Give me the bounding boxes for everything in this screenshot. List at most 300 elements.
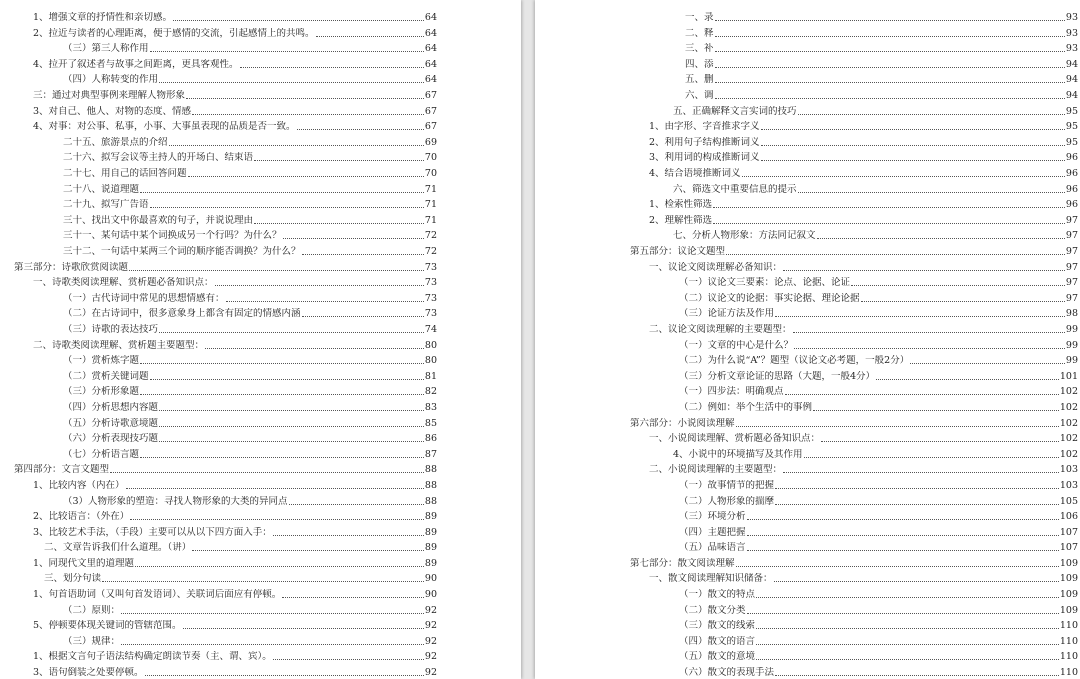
toc-page-number: 64 [424,58,437,70]
toc-page-number: 89 [424,511,437,523]
toc-entry-title: （一）四步法：明确观点 [679,386,784,398]
dot-leader [240,67,424,68]
toc-page-number: 97 [1065,261,1078,273]
dot-leader [192,550,424,551]
dot-leader [804,457,1059,458]
toc-entry-title: 二、小说阅读理解的主要题型： [649,464,783,476]
toc-entry-title: （四）散文的语言 [679,635,756,647]
toc-page-number: 105 [1059,495,1078,507]
toc-entry-title: 一、小说阅读理解、赏析题必备知识点： [649,433,821,445]
toc-entry[interactable] [14,476,437,492]
toc-entry-title: （一）赏析炼字题 [63,355,140,367]
dot-leader [186,98,424,99]
dot-leader [747,550,1059,551]
toc-page-number: 97 [1065,246,1078,257]
toc-entry[interactable] [630,617,1078,633]
dot-leader [747,613,1059,614]
toc-entry[interactable] [630,242,1078,258]
dot-leader [715,20,1065,21]
dot-leader [159,441,424,442]
toc-entry[interactable] [630,289,1078,305]
toc-entry[interactable] [14,102,437,118]
toc-entry[interactable] [630,71,1078,87]
toc-entry-title: 一、诗歌类阅读理解、赏析题必备知识点： [33,277,214,289]
toc-entry-title: 二、诗歌类阅读理解、赏析题主要题型： [33,339,205,351]
toc-entry-title: （三）第三人称作用 [63,43,149,55]
toc-page-number: 92 [424,604,437,616]
toc-entry-title: 2、理解性筛选 [649,214,713,226]
dot-leader [775,504,1059,505]
toc-entry-title: 4、拉开了叙述者与故事之间距离，更具客观性。 [33,58,239,70]
toc-entry[interactable] [630,274,1078,290]
dot-leader [821,441,1059,442]
toc-page-number: 102 [1059,448,1078,460]
toc-page-number: 73 [424,308,437,320]
toc-page-number: 70 [424,168,437,180]
dot-leader [302,254,424,255]
dot-leader [129,270,424,271]
toc-page-number: 90 [424,573,437,585]
toc-entry[interactable] [630,492,1078,508]
toc-page-number: 103 [1059,479,1078,491]
toc-entry-title: 4、结合语境推断词义 [649,168,741,180]
toc-entry[interactable] [630,367,1078,383]
toc-entry-title: 三、补 [685,43,714,55]
toc-entry[interactable] [14,227,437,243]
toc-entry[interactable] [630,430,1078,446]
toc-entry-title: （二）为什么说“A”？题型（议论文必考题，一般2分） [679,355,910,367]
toc-entry-title: 二十六、拟写会议等主持人的开场白、结束语 [63,152,254,164]
dot-leader [273,535,424,536]
dot-leader [756,597,1059,598]
dot-leader [761,145,1065,146]
toc-entry-title: 二、议论文阅读理解的主要题型： [649,323,792,335]
toc-entry[interactable] [630,9,1078,25]
toc-entry[interactable] [630,461,1078,477]
dot-leader [150,207,424,208]
toc-page-number: 88 [424,495,437,507]
toc-entry[interactable] [14,211,437,227]
toc-entry-title: 五、删 [685,74,714,86]
toc-entry-title: （四）分析思想内容题 [63,401,159,413]
toc-entry[interactable] [14,180,437,196]
right-table-of-contents [630,9,1078,679]
toc-page-number: 89 [424,557,437,569]
toc-page-number: 109 [1059,557,1078,569]
toc-entry[interactable] [14,55,437,71]
toc-entry[interactable] [14,539,437,555]
dot-leader [756,659,1059,660]
toc-entry[interactable] [630,118,1078,134]
toc-entry[interactable] [14,149,437,165]
dot-leader [254,160,424,161]
toc-page-number: 64 [424,27,437,39]
toc-entry-title: 4、对事：对公事、私事，小事、大事虽表现的品质是否一致。 [33,121,296,133]
toc-entry[interactable] [14,414,437,430]
toc-page-number: 80 [424,339,437,351]
toc-entry-title: 3、对自己、他人、对物的态度、情感 [33,105,192,117]
dot-leader [813,410,1059,411]
toc-entry[interactable] [14,461,437,477]
toc-entry-title: （3）人物形象的塑造：寻找人物形象的大类的异同点 [63,495,288,507]
toc-entry[interactable] [630,523,1078,539]
toc-page-number: 81 [424,370,437,382]
dot-leader [110,472,424,473]
dot-leader [159,426,424,427]
toc-page-number: 67 [424,90,437,102]
dot-leader [794,348,1065,349]
toc-page-number: 95 [1065,105,1078,117]
toc-page-number: 94 [1065,90,1078,102]
dot-leader [742,176,1065,177]
dot-leader [282,597,424,598]
toc-page-number: 88 [424,479,437,491]
toc-entry-title: 六、筛选文中重要信息的提示 [673,183,797,195]
toc-entry[interactable] [14,71,437,87]
toc-entry-title: （五）散文的意境 [679,651,756,663]
toc-entry[interactable] [14,617,437,633]
toc-page-number: 109 [1059,604,1078,616]
toc-entry-title: 二、释 [685,27,714,39]
toc-entry-title: 第三部分：诗歌欣赏阅读题 [14,261,129,273]
toc-page-number: 106 [1059,511,1078,523]
toc-entry[interactable] [14,305,437,321]
toc-entry[interactable] [630,601,1078,617]
toc-page-number: 92 [424,620,437,632]
toc-entry-title: 五、正确解释文言实词的技巧 [673,105,797,117]
toc-entry[interactable] [14,133,437,149]
toc-entry[interactable] [14,289,437,305]
toc-page-number: 93 [1065,12,1078,24]
toc-page-number: 85 [424,417,437,429]
toc-entry[interactable] [630,632,1078,648]
toc-entry-title: 4、小说中的环境描写及其作用 [673,448,803,460]
dot-leader [126,488,424,489]
toc-page-number: 92 [424,667,437,679]
toc-page-number: 64 [424,12,437,24]
toc-page-number: 110 [1059,651,1078,663]
dot-leader [297,129,424,130]
toc-page-number: 69 [424,136,437,148]
toc-page-number: 88 [424,464,437,476]
toc-entry[interactable] [14,445,437,461]
toc-entry-title: 三十二、一句话中某两三个词的顺序能否调换？为什么？ [63,246,301,257]
toc-entry-title: 三十一、某句话中某个词换成另一个行吗？为什么？ [63,230,282,242]
dot-leader [205,348,424,349]
toc-entry-title: 一、散文阅读理解知识储备： [649,573,773,585]
toc-entry[interactable] [630,320,1078,336]
toc-entry-title: 三十、找出文中你最喜欢的句子，并说说理由 [63,214,254,226]
toc-entry[interactable] [14,430,437,446]
toc-entry-title: 1、根据文言句子语法结构确定朗读节奏（主、谓、宾）。 [33,651,272,663]
toc-entry[interactable] [630,258,1078,274]
toc-entry[interactable] [14,336,437,352]
dot-leader [302,316,424,317]
toc-entry-title: （一）议论文三要素：论点、论据、论证 [679,277,851,289]
dot-leader [713,207,1065,208]
dot-leader [135,566,424,567]
dot-leader [140,394,424,395]
toc-entry[interactable] [14,508,437,524]
toc-page-number: 110 [1059,620,1078,632]
toc-entry-title: 5、停顿要体现关键词的管辖范围。 [33,620,182,632]
toc-entry[interactable] [14,585,437,601]
toc-entry[interactable] [14,367,437,383]
toc-page-number: 102 [1059,401,1078,413]
toc-entry-title: 二十七、用自己的话回答问题 [63,168,187,180]
dot-leader [726,254,1065,255]
toc-entry[interactable] [14,383,437,399]
toc-entry[interactable] [14,570,437,586]
dot-leader [316,36,424,37]
toc-entry-title: （二）原则： [63,604,121,616]
toc-entry[interactable] [14,352,437,368]
dot-leader [289,504,424,505]
toc-page-number: 97 [1065,292,1078,304]
toc-entry[interactable] [630,336,1078,352]
toc-page-number: 95 [1065,121,1078,133]
toc-entry-title: （二）例如：举个生活中的事例 [679,401,813,413]
toc-entry[interactable] [630,352,1078,368]
toc-page-number: 73 [424,261,437,273]
dot-leader [715,51,1065,52]
dot-leader [910,363,1065,364]
toc-entry[interactable] [14,86,437,102]
toc-page-number: 67 [424,121,437,133]
toc-entry[interactable] [14,601,437,617]
toc-entry[interactable] [630,414,1078,430]
toc-entry[interactable] [630,211,1078,227]
toc-page-number: 107 [1059,526,1078,538]
toc-entry[interactable] [630,476,1078,492]
toc-page-number: 95 [1065,136,1078,148]
toc-entry-title: 二十五、旅游景点的介绍 [63,136,168,148]
toc-entry[interactable] [630,383,1078,399]
toc-entry[interactable] [14,274,437,290]
toc-entry-title: （二）赏析关键词题 [63,370,149,382]
dot-leader [140,192,424,193]
dot-leader [747,535,1059,536]
dot-leader [173,20,424,21]
toc-page-number: 73 [424,277,437,289]
toc-entry[interactable] [630,585,1078,601]
dot-leader [775,316,1065,317]
toc-entry[interactable] [630,554,1078,570]
toc-page-number: 102 [1059,386,1078,398]
dot-leader [159,410,424,411]
toc-entry[interactable] [630,102,1078,118]
toc-entry[interactable] [14,492,437,508]
toc-page-number: 74 [424,323,437,335]
toc-page-number: 96 [1065,168,1078,180]
toc-entry-title: （三）分析文章论证的思路（大题，一般4分） [679,370,876,382]
toc-entry[interactable] [14,9,437,25]
toc-entry[interactable] [14,118,437,134]
dot-leader [736,566,1059,567]
toc-page-number: 96 [1065,183,1078,195]
dot-leader [150,379,424,380]
toc-page-number: 71 [424,199,437,211]
toc-entry-title: （六）散文的表现手法 [679,667,775,679]
toc-entry-title: 三、划分句读 [44,573,102,585]
toc-entry[interactable] [14,258,437,274]
dot-leader [254,223,424,224]
toc-entry-title: （五）品味语言 [679,542,746,554]
toc-entry-title: （二）议论文的论据：事实论据、理论论据 [679,292,860,304]
toc-page-number: 97 [1065,230,1078,242]
toc-entry-title: 二十九、拟写广告语 [63,199,149,211]
toc-entry[interactable] [630,508,1078,524]
toc-entry[interactable] [14,523,437,539]
toc-page-number: 80 [424,355,437,367]
dot-leader [861,301,1065,302]
dot-leader [783,270,1065,271]
toc-entry[interactable] [630,445,1078,461]
toc-entry-title: （一）文章的中心是什么？ [679,339,794,351]
dot-leader [756,644,1059,645]
dot-leader [785,394,1059,395]
dot-leader [775,488,1059,489]
toc-entry[interactable] [14,320,437,336]
dot-leader [774,581,1059,582]
toc-entry-title: （三）规律： [63,635,121,647]
toc-entry[interactable] [630,663,1078,679]
dot-leader [851,285,1065,286]
dot-leader [798,192,1065,193]
toc-page-number: 102 [1059,433,1078,445]
toc-entry[interactable] [630,398,1078,414]
toc-entry[interactable] [14,632,437,648]
toc-page-number: 107 [1059,542,1078,554]
dot-leader [761,160,1065,161]
dot-leader [876,379,1059,380]
toc-entry[interactable] [630,55,1078,71]
toc-entry[interactable] [630,305,1078,321]
toc-entry[interactable] [630,24,1078,40]
dot-leader [121,613,424,614]
left-table-of-contents [14,9,437,679]
toc-page-number: 70 [424,152,437,164]
dot-leader [159,82,424,83]
toc-page-number: 97 [1065,277,1078,289]
toc-entry[interactable] [14,24,437,40]
toc-page-number: 64 [424,74,437,86]
toc-entry[interactable] [630,40,1078,56]
toc-entry-title: 第四部分：文言文题型 [14,464,110,476]
toc-entry-title: （一）故事情节的把握 [679,479,775,491]
dot-leader [715,67,1065,68]
toc-page-number: 83 [424,401,437,413]
toc-entry-title: 3、比较艺术手法，（手段）主要可以从以下四方面入手： [33,526,272,538]
toc-entry-title: 1、由字形、字音推求字义 [649,121,760,133]
toc-entry-title: 1、比较内容（内在） [33,479,125,491]
toc-entry-title: 第五部分：议论文题型 [630,246,726,257]
toc-page-number: 89 [424,526,437,538]
toc-entry[interactable] [14,398,437,414]
dot-leader [215,285,424,286]
toc-entry-title: （五）分析诗歌意境题 [63,417,159,429]
dot-leader [150,51,424,52]
toc-entry[interactable] [630,180,1078,196]
toc-page-number: 72 [424,230,437,242]
dot-leader [783,472,1059,473]
dot-leader [798,114,1065,115]
toc-entry[interactable] [14,242,437,258]
toc-page-number: 110 [1059,667,1078,679]
toc-entry-title: （四）主题把握 [679,526,746,538]
toc-page-number: 109 [1059,573,1078,585]
toc-entry[interactable] [14,164,437,180]
toc-entry[interactable] [630,227,1078,243]
toc-entry[interactable] [630,164,1078,180]
toc-page-number: 64 [424,43,437,55]
dot-leader [793,332,1065,333]
toc-page-number: 89 [424,542,437,554]
toc-entry[interactable] [14,648,437,664]
toc-entry[interactable] [630,648,1078,664]
toc-entry[interactable] [630,570,1078,586]
dot-leader [145,675,424,676]
toc-page-number: 93 [1065,27,1078,39]
toc-entry[interactable] [14,554,437,570]
dot-leader [188,176,424,177]
toc-entry-title: 2、拉近与读者的心理距离，便于感情的交流，引起感情上的共鸣。 [33,27,315,39]
toc-entry[interactable] [630,133,1078,149]
dot-leader [130,519,424,520]
dot-leader [140,363,424,364]
dot-leader [736,426,1059,427]
toc-page-number: 99 [1065,339,1078,351]
toc-page-number: 92 [424,651,437,663]
dot-leader [121,644,424,645]
toc-entry-title: 3、利用词的构成推断词义 [649,152,760,164]
toc-page-number: 101 [1059,370,1078,382]
dot-leader [775,675,1059,676]
toc-page-number: 96 [1065,152,1078,164]
toc-entry-title: 六、调 [685,90,714,102]
toc-entry-title: 第七部分：散文阅读理解 [630,557,735,569]
toc-entry[interactable] [14,663,437,679]
dot-leader [102,581,424,582]
toc-entry-title: 2、比较语言：（外在） [33,511,130,523]
toc-entry-title: 1、同现代文里的道理题 [33,557,135,569]
toc-entry-title: 3、语句倒装之处要停顿。 [33,667,144,679]
toc-entry-title: 一、录 [685,12,714,24]
toc-entry[interactable] [630,196,1078,212]
dot-leader [159,332,424,333]
toc-entry-title: （三）分析形象题 [63,386,140,398]
toc-entry-title: （二）人物形象的揣摩 [679,495,775,507]
toc-page-number: 99 [1065,323,1078,335]
toc-page-number: 110 [1059,635,1078,647]
toc-entry-title: （一）散文的特点 [679,589,756,601]
toc-page-number: 94 [1065,74,1078,86]
toc-entry[interactable] [14,40,437,56]
toc-entry[interactable] [630,539,1078,555]
toc-entry[interactable] [630,86,1078,102]
dot-leader [283,238,424,239]
toc-page-number: 87 [424,448,437,460]
toc-page-number: 73 [424,292,437,304]
toc-entry-title: 二十八、说道理题 [63,183,140,195]
dot-leader [715,36,1065,37]
toc-page-number: 71 [424,214,437,226]
toc-page-number: 98 [1065,308,1078,320]
toc-entry[interactable] [630,149,1078,165]
dot-leader [756,628,1059,629]
left-document-page [0,0,521,679]
toc-entry[interactable] [14,196,437,212]
